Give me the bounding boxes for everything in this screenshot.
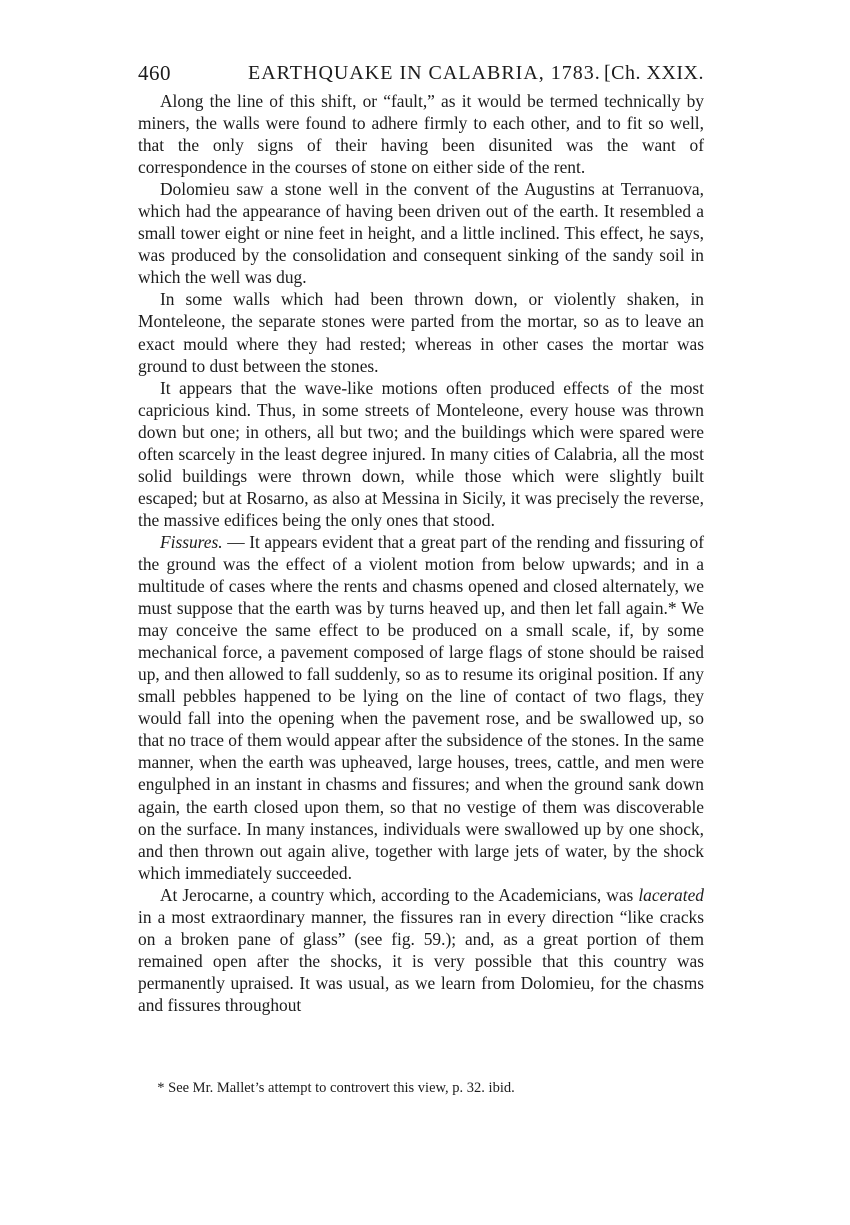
paragraph-text: It appears that the wave-like motions often produced effects of the most capricious kind. Thus, in some streets of Monteleone, every house was thrown down but one; in others, all but two; and the buildings which were spared were often scarcely in the least degree injured. In many cities of Calabria, all the most solid buildings were thrown down, while those which were slightly built escaped; but at Rosarno, as also at Messina in Sicily, it was precisely the reverse, the massive edifices being the only ones that stood. — [138, 377, 704, 530]
paragraph-text: Along the line of this shift, or “fault,” as it would be termed technically by miners, the walls were found to adhere firmly to each other, and to fit so well, that the only signs of their having been disunited was the want of correspondence in the courses of stone on either side of the rent. — [138, 91, 704, 178]
paragraph-text: — It appears evident that a great part of the rending and fissuring of the ground was the effect of a violent motion from below upwards; and in a multitude of cases where the rents and chasms opened and closed alternately, we must suppose that the earth was by turns heaved up, and then let fall again.* We may conceive the same effect to be produced on a small scale, if, by some mechanical force, a pavement composed of large flags of stone should be raised up, and then allowed to fall suddenly, so as to resume its original position. If any small pebbles happened to be lying on the line of contact of two flags, they would fall into the opening when the pavement rose, and be swallowed up, so that no trace of them would appear after the subsidence of the stones. In the same manner, when the earth was upheaved, large houses, trees, cattle, and men were engulphed in an instant in chasms and fissures; and when the ground sank down again, the earth closed upon them, so that no vestige of them was discoverable on the surface. In many instances, individuals were swallowed up by one shock, and then thrown out again alive, together with large jets of water, by the shock which immediately succeeded. — [138, 531, 704, 883]
paragraph-text: in a most extraordinary manner, the fissures ran in every direction “like cracks on a broken pane of glass” (see fig. 59.); and, as a great portion of them remained open after the shocks, it is very possible that this country was permanently upraised. It was usual, as we learn from Dolomieu, for the chasms and fissures throughout — [138, 906, 704, 1015]
paragraph-text: In some walls which had been thrown down, or violently shaken, in Monteleone, the separate stones were parted from the mortar, so as to leave an exact mould where they had rested; whereas in other cases the mortar was ground to dust between the stones. — [138, 289, 704, 376]
paragraph-fissures — [138, 531, 704, 884]
page-number: 460 — [138, 61, 171, 85]
book-page — [138, 58, 704, 1016]
chapter-reference: [Ch. XXIX. — [604, 62, 704, 84]
body-text — [138, 90, 704, 1016]
running-head — [138, 58, 704, 88]
paragraph-lead: At Jerocarne, a country which, according to the Academicians, was — [160, 884, 639, 905]
emphasized-word: lacerated — [638, 884, 704, 905]
paragraph-walls-mortar — [138, 288, 704, 376]
running-title: EARTHQUAKE IN CALABRIA, 1783. — [248, 62, 601, 84]
paragraph-wave-motions — [138, 377, 704, 531]
paragraph-fault — [138, 90, 704, 178]
footnote: * See Mr. Mallet’s attempt to controvert this view, p. 32. ibid. — [157, 1080, 515, 1096]
paragraph-jerocarne — [138, 884, 704, 1016]
section-heading-fissures: Fissures. — [160, 531, 223, 552]
paragraph-stone-well — [138, 178, 704, 288]
paragraph-text: Dolomieu saw a stone well in the convent of the Augustins at Terranuova, which had the appearance of having been driven out of the earth. It resembled a small tower eight or nine feet in height, and a little inclined. This effect, he says, was produced by the consolidation and consequent sinking of the sandy soil in which the well was dug. — [138, 179, 704, 288]
